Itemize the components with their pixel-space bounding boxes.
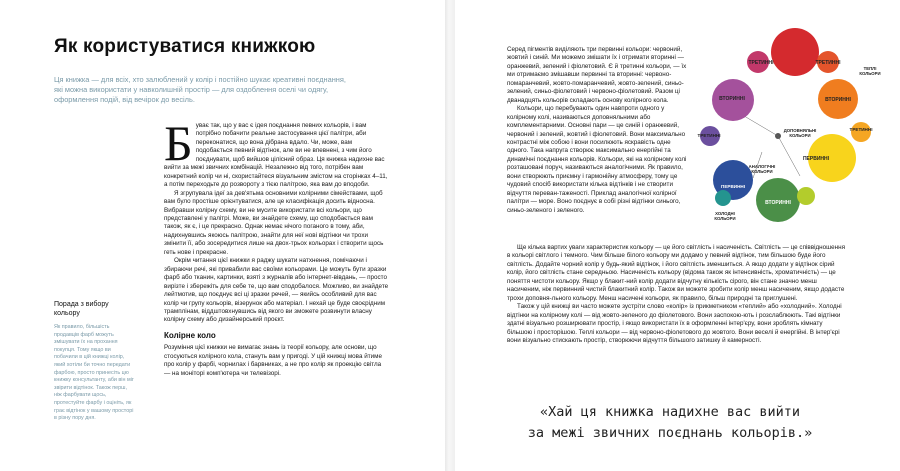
label-analogous-colors: АНАЛОГІЧНІ КОЛЬОРИ <box>748 164 776 174</box>
color-wheel-diagram <box>697 28 900 243</box>
paragraph: Окрім читання цієї книжки я раджу шукати натхнення, помічаючи і збираючи речі, які привабили вас своїми кольорами. Це можуть бути зразки фарб або тканин, картинки, взяті з журналів або інтернет-вівдань, — просто вирізте і збережіть для себе те, що вам сподобалося. Можливо, ви знайдете лейтмотив, що поєднує всі ці зразки речей, — якийсь особливий для вас колір чи групу кольорів, візерунок або матеріал. І нехай це буде своєрідним трамплінам, віддштовхнувшись від якого ви зможете розвинути власну колірну схему або дизайнерський проєкт. <box>164 257 389 324</box>
right-page <box>455 0 900 471</box>
label-primary-right: ПЕРВИННІ <box>802 156 830 162</box>
drop-cap: Б <box>164 115 193 171</box>
label-tertiary-top: ТРЕТИННІ <box>748 60 774 66</box>
left-page <box>0 0 445 471</box>
blue-green-circle <box>715 190 731 206</box>
section-heading: Колірне коло <box>164 330 216 340</box>
label-primary-bottom: ПЕРВИННІ <box>721 184 745 189</box>
label-cold-colors: ХОЛОДНІ КОЛЬОРИ <box>714 211 736 221</box>
label-tertiary-right-low: ТРЕТИННІ <box>849 127 873 132</box>
right-column-bottom <box>507 244 847 345</box>
paragraph: Я згрупувала ідеї за дев'ятьма основними колірними сімействами, щоб вам було простіше орієнтуватися, але це класифікація досить відносна. Вибравши колірну схему, ви не мусите використати всі кольори, що представлені у палітрі. Може, ви знайдете схему, що сподобається вам також, як є, і це прекрасно. Однак немає нічого поганого в тому, аби, надихнувшись якоюсь палітрою, знайти для неї нові відтінки чи трохи змінити її, або зосередитися лише на двох-трьох кольорах і створити щось геть нове і прекрасне. <box>164 189 384 256</box>
right-column-top <box>507 46 687 215</box>
paragraph <box>164 115 389 190</box>
label-secondary-bottom: ВТОРИННІ <box>765 200 791 206</box>
label-tertiary-left: ТРЕТИННІ <box>697 133 721 138</box>
label-tertiary-right: ТРЕТИННІ <box>815 60 841 66</box>
intro-text: Ця книжка — для всіх, хто залюблений у колір і постійно шукає креативні поєднання, які можна використати у навколишній простір — для оздоблення оселі чи одягу, оформлення подій, від вечірок до весіль. <box>54 75 346 104</box>
label-secondary-right: ВТОРИННІ <box>825 97 851 103</box>
sidebar-text: Як правило, більшість продавців фарб можуть змішувати їх на прохання покупця. Тому якщо ви побачили в цій книжці колір, який хотіли би точно передати фарбою, просто принесіть цю книжку консультанту, аби він міг звірити відтінок. Також перш, ніж фарбувати щось, протестуйте фарбу і оцініть, як грає відтінок у вашому просторі в різну пору дня. <box>54 324 134 422</box>
main-column <box>164 115 389 378</box>
yellow-green-circle <box>797 187 815 205</box>
paragraph: Також у цій книжці ви часто можете зустріти слово «колір» із прикметником «теплий» або «холодний». Холодні відтінки на колірному колі — від жовто-зеленого до фіолетового. Вони заспокою-ють і розслаблюють. Такі відтінки здатні візуально розширювати простір, і якщо використати їх в оформленні інтер'єру, вони зроблять кімнату більшою і просторішою. Теплі кольори — від червоно-фіолетового до жовтого. Вони веселі й енергійні. В інтер'єрі вони візуально стискають простір, створюючи відчуття більшого затишку й камерності. <box>507 303 842 344</box>
paragraph-text: уває так, що у вас є ідея поєднання певних кольорів, і вам потрібно побачити реальне застосування цієї палітри, аби переконатися, що вона дібрана вдало. Чи, може, вам подобається певний відтінок, але ви не впевнені, з чим його поєднувати, щоб вийшов цілісний образ. Ця книжка надихне вас вийти за межі звичних комбінацій. Незалежно від того, потрібен вам конкретний колір чи ні, скористайтеся візуальним змістом на сторінках 4–11, а потім переходьте до розвороту з тією палітрою, яка вам до вподоби. <box>164 122 388 189</box>
yellow-orange-circle <box>851 122 871 142</box>
book-gutter <box>445 0 455 471</box>
paragraph: Серед пігментів виділяють три первинні кольори: червоний, жовтий і синій. Ми можемо змішати їх і отримати вторинні — оранжевий, зелений і фіолетовий. Є й третинні кольори, — їх ми отримаємо змішавши первинні та вторинні: червоно-помаранчевий, жовто-помаранчевий, жовто-зелений, синьо-зелений, синьо-фіолетовий і червоно-фіолетовий. Разом ці дванадцять кольорів складають основу колірного кола. <box>507 46 687 104</box>
paragraph: Кольори, що перебувають один навпроти одного у колірному колі, називаються доповняльними або комплементарними. Основні пари — це синій і оранжевий, червоний і зелений, жовтий і фіолетовий. Вони максимально контрастні між собою і вони посилюють яскравість одне одного. Така напруга створює максимально енергійні та динамічні поєднання кольорів. Кольори, які на колірному колі розташовані поруч, називаються аналогічними. Як правило, вони створюють приємну і гармонійну атмосферу, тому це чудовий спосіб використати кілька відтінків і не створити відчуття переван-таженості. Приклад аналогічної колірної палітри — море. Воно поєднує в собі різні відтінки синього, синьо-зеленого і зеленого. <box>507 105 687 214</box>
page-title: Як користуватися книжкою <box>54 36 316 57</box>
quote-line: за межі звичних поєднань кольорів.» <box>527 425 813 441</box>
paragraph: Ще кілька вартих уваги характеристик кольору — це його світлість і насиченість. Світлість — це співвідношення в кольорі світлого і темного. Чим більше білого кольору ми додамо у певний відтінок, тим більшою буде його світлість. Додайте чорний колір у будь-який відтінок, і його світлість зменшиться. А якщо додати у відтінок сірий колір, його світлість стане середньою. Насиченість кольору (відома також як інтенсивність, хроматичність) — це поняття чистоти кольору. Якщо у блакит-ний колір додати відчутну кількість сірого, він стане значно менш насиченим, ніж первинний чистий блакитний колір. Також ви можете зробити колір менш насиченим, якщо додасте трохи доповня-льного кольору. Менш насичені кольори, як правило, більш природні та приглушені. <box>507 244 846 302</box>
label-complementary-colors: ДОПОВНЯЛЬНІ КОЛЬОРИ <box>783 128 817 138</box>
pull-quote <box>505 402 835 444</box>
label-secondary-left: ВТОРИННІ <box>719 96 745 102</box>
red-circle <box>771 28 819 76</box>
sidebar-heading: Порада з вибору кольору <box>54 301 109 317</box>
label-warm-colors: ТЕПЛІ КОЛЬОРИ <box>859 66 881 76</box>
paragraph: Розуміння цієї книжки не вимагає знань із теорії кольору, але основи, що стосуються колірного кола, стануть вам у пригоді. У цій книжці мова йтиме про колір у фарбі, чорнилах і барвниках, а не про колір як проекцію світла — на моніторі комп'ютера чи телевізорі. <box>164 344 382 377</box>
quote-line: «Хай ця книжка надихне вас вийти <box>539 404 801 420</box>
